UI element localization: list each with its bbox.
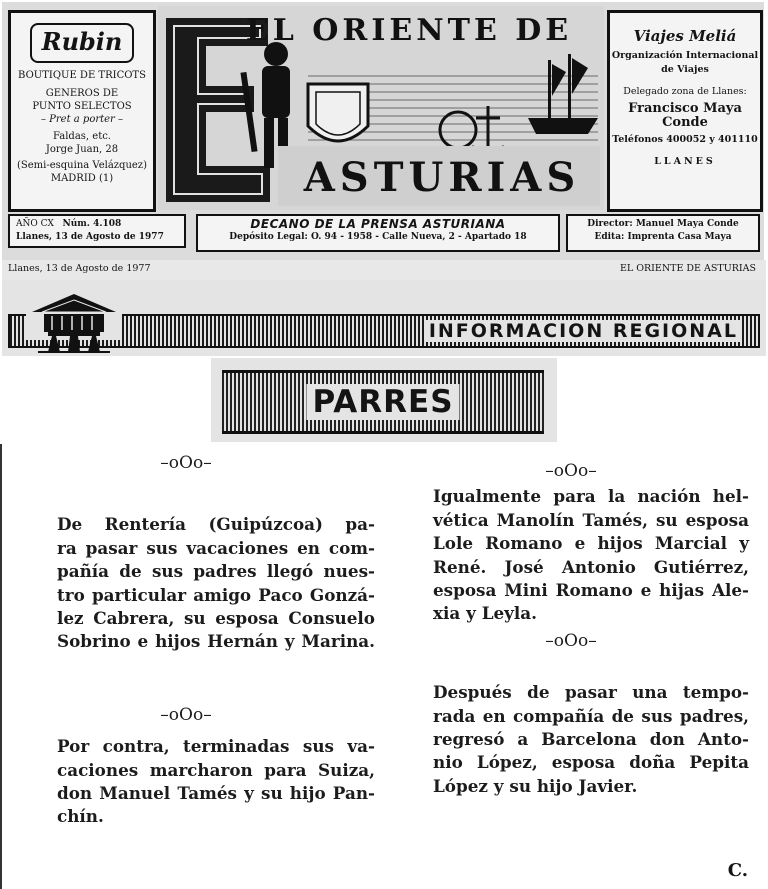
masthead — [2, 2, 764, 260]
paragraph-line: caciones marcharon para Suiza, — [57, 759, 375, 780]
subsection-banner — [222, 370, 544, 434]
ad-text: Delegado zona de Llanes: — [623, 86, 747, 97]
paragraph-line: Igualmente para la nación hel- — [433, 486, 749, 507]
paragraph-line: rada en compañía de sus padres, — [433, 705, 749, 726]
advertisement-rubin — [8, 10, 156, 212]
separator: –oOo– — [545, 630, 597, 651]
separator: –oOo– — [160, 453, 212, 473]
paragraph-line: vética Manolín Tamés, su esposa — [433, 509, 749, 530]
issue-info — [8, 214, 186, 248]
paragraph-line: Lole Romano e hijos Marcial y — [433, 533, 749, 554]
horreo-icon — [26, 292, 122, 354]
rubin-logo: Rubin — [30, 23, 134, 63]
issue-place-date: Llanes, 13 de Agosto de 1977 — [16, 232, 164, 242]
paragraph-line: René. José Antonio Gutiérrez, — [433, 556, 749, 577]
separator: –oOo– — [545, 461, 597, 481]
ad-text: Faldas, etc. — [53, 131, 111, 142]
paragraph-line: ra pasar sus vacaciones en com- — [57, 537, 375, 558]
ad-text: de Viajes — [661, 64, 709, 75]
publisher: Edita: Imprenta Casa Maya — [594, 232, 732, 242]
ad-text: (Semi-esquina Velázquez) — [17, 160, 147, 171]
ad-text: Organización Internacional — [611, 50, 759, 61]
author-signature: C. — [727, 860, 748, 881]
advertisement-viajes-melia — [607, 10, 763, 212]
ad-text: – Pret a porter – — [40, 114, 124, 125]
ad-text: PUNTO SELECTOS — [32, 101, 132, 112]
ad-text: BOUTIQUE DE TRICOTS — [18, 70, 146, 81]
paragraph-line: nio López, esposa doña Pepita — [433, 752, 749, 773]
paragraph-line: xia y Leyla. — [433, 603, 538, 624]
issue-number: Núm. 4.108 — [62, 219, 122, 229]
separator: –oOo– — [160, 704, 212, 725]
director: Director: Manuel Maya Conde — [587, 219, 739, 229]
paragraph-line: regresó a Barcelona don Anto- — [433, 729, 749, 750]
ad-text: GENEROS DE — [45, 88, 119, 99]
newspaper-title-top: EL ORIENTE DE — [245, 13, 573, 48]
subsection-title: PARRES — [306, 384, 459, 420]
paragraph-line: don Manuel Tamés y su hijo Pan- — [57, 783, 375, 804]
dateline-paper: EL ORIENTE DE ASTURIAS — [619, 263, 756, 274]
masthead-info-row — [8, 214, 760, 254]
page-dateline — [2, 260, 766, 280]
legal-deposit: Depósito Legal: O. 94 - 1958 - Calle Nueva, 2 - Apartado 18 — [229, 232, 527, 242]
ad-text: Jorge Juan, 28 — [45, 144, 119, 155]
section-title: INFORMACION REGIONAL — [425, 320, 742, 342]
ad-brand: Viajes Meliá — [633, 27, 737, 45]
ad-text: MADRID (1) — [50, 173, 114, 184]
ad-text: Teléfonos 400052 y 401110 — [612, 134, 758, 145]
newspaper-title-bottom: ASTURIAS — [303, 154, 581, 201]
paragraph-line: Después de pasar una tempo- — [433, 682, 749, 703]
credits-box — [566, 214, 760, 252]
paragraph-line: López y su hijo Javier. — [433, 775, 638, 796]
ad-text: LLANES — [654, 156, 716, 167]
article-column-left — [57, 452, 375, 829]
paragraph-line: Sobrino e hijos Hernán y Marina. — [57, 631, 375, 652]
paragraph-line: tro particular amigo Paco Gonzá- — [57, 584, 375, 605]
issue-year: AÑO CX — [16, 219, 54, 229]
paragraph-line: chín. — [57, 806, 104, 827]
dateline-date: Llanes, 13 de Agosto de 1977 — [8, 263, 151, 274]
motto-box — [196, 214, 560, 252]
paragraph-line: esposa Mini Romano e hijas Ale- — [433, 580, 749, 601]
paragraph-line: lez Cabrera, su esposa Consuelo — [57, 608, 375, 629]
paragraph-line: pañía de sus padres llegó nues- — [57, 561, 375, 582]
motto: DECANO DE LA PRENSA ASTURIANA — [250, 217, 506, 231]
article-column-right — [433, 460, 749, 798]
paragraph-line: De Rentería (Guipúzcoa) pa- — [57, 514, 375, 535]
ad-text: Francisco Maya Conde — [628, 101, 742, 130]
paragraph-line: Por contra, terminadas sus va- — [57, 736, 375, 757]
